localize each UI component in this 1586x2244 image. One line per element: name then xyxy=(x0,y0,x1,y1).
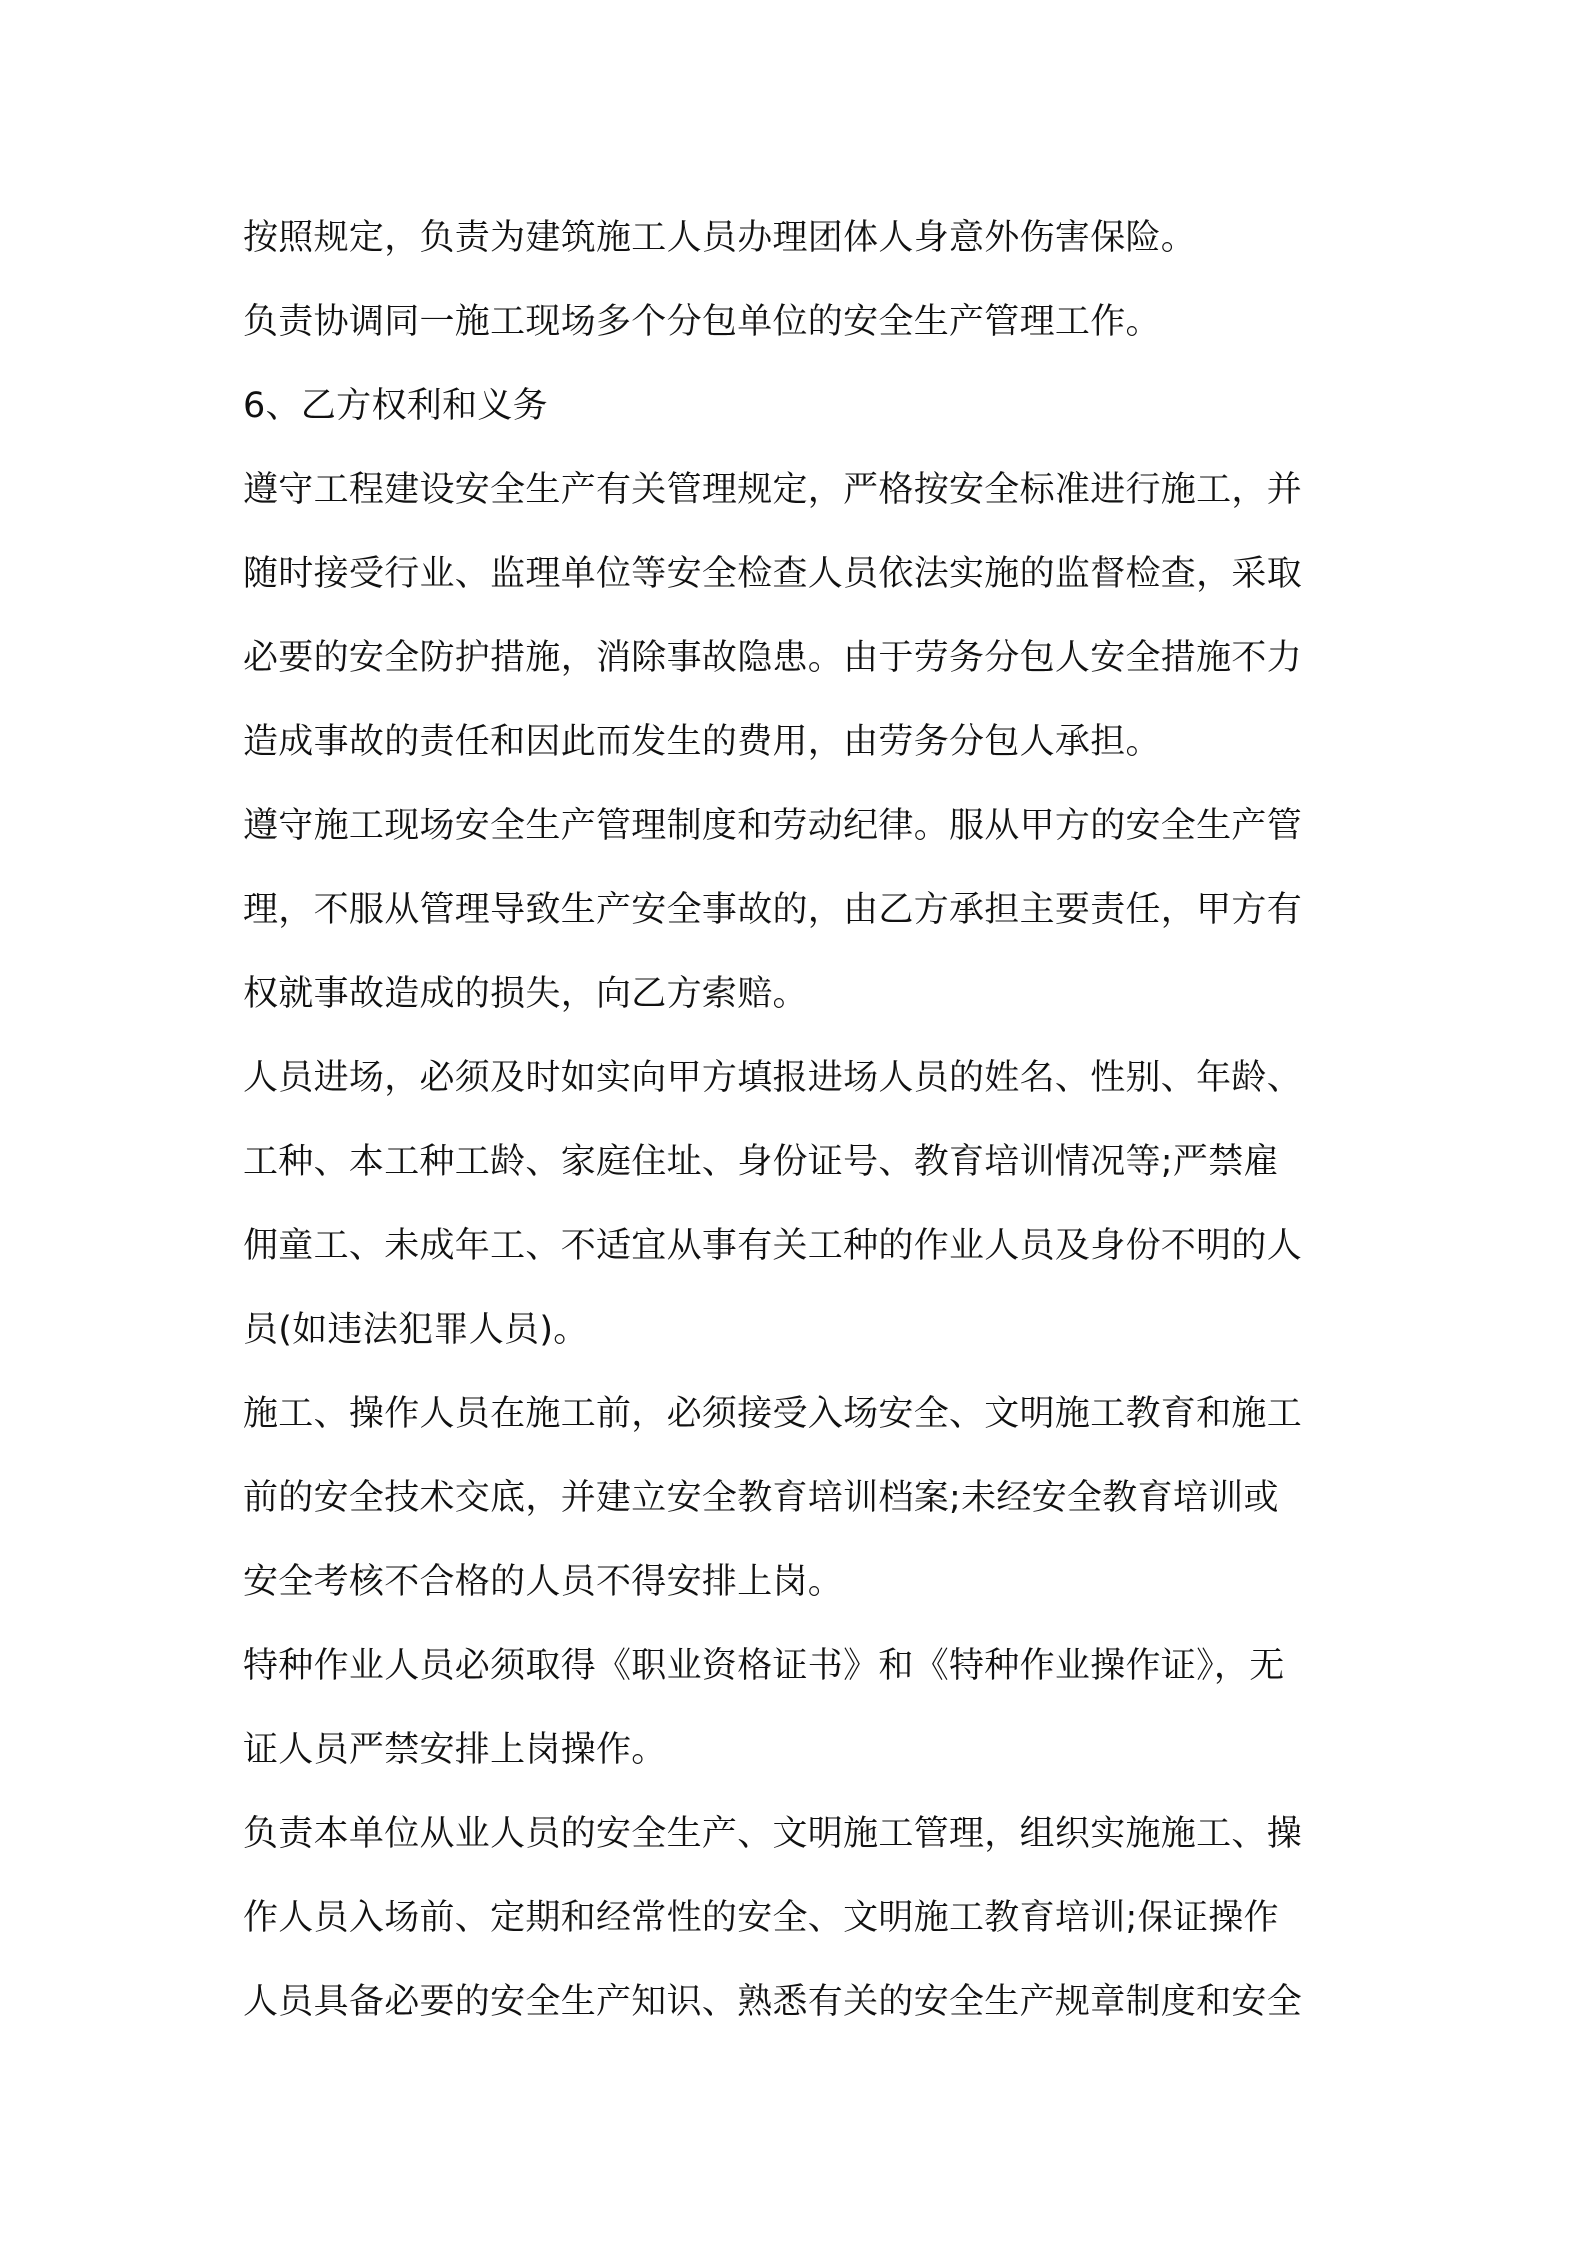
text-line: 遵守工程建设安全生产有关管理规定，严格按安全标准进行施工，并 xyxy=(243,470,1303,510)
text-line: 人员具备必要的安全生产知识、熟悉有关的安全生产规章制度和安全 xyxy=(243,1982,1303,2022)
text-line: 必要的安全防护措施，消除事故隐患。由于劳务分包人安全措施不力 xyxy=(243,638,1303,678)
text-line: 前的安全技术交底，并建立安全教育培训档案;未经安全教育培训或 xyxy=(243,1478,1279,1518)
text-line: 理，不服从管理导致生产安全事故的，由乙方承担主要责任，甲方有 xyxy=(243,890,1303,930)
text-line: 工种、本工种工龄、家庭住址、身份证号、教育培训情况等;严禁雇 xyxy=(243,1142,1279,1182)
text-line: 人员进场，必须及时如实向甲方填报进场人员的姓名、性别、年龄、 xyxy=(243,1058,1303,1098)
text-line: 随时接受行业、监理单位等安全检查人员依法实施的监督检查，采取 xyxy=(243,554,1303,594)
text-line: 权就事故造成的损失，向乙方索赔。 xyxy=(243,974,808,1014)
text-line: 施工、操作人员在施工前，必须接受入场安全、文明施工教育和施工 xyxy=(243,1394,1303,1434)
document-body xyxy=(243,196,1360,2044)
text-line: 遵守施工现场安全生产管理制度和劳动纪律。服从甲方的安全生产管 xyxy=(243,806,1303,846)
section-heading: 6、乙方权利和义务 xyxy=(243,386,548,426)
text-line: 佣童工、未成年工、不适宜从事有关工种的作业人员及身份不明的人 xyxy=(243,1226,1303,1266)
text-line: 负责协调同一施工现场多个分包单位的安全生产管理工作。 xyxy=(243,302,1161,342)
text-line: 特种作业人员必须取得《职业资格证书》和《特种作业操作证》，无 xyxy=(243,1646,1285,1686)
text-line: 安全考核不合格的人员不得安排上岗。 xyxy=(243,1562,844,1602)
text-line: 作人员入场前、定期和经常性的安全、文明施工教育培训;保证操作 xyxy=(243,1898,1279,1938)
text-line: 按照规定，负责为建筑施工人员办理团体人身意外伤害保险。 xyxy=(243,218,1197,258)
text-line: 负责本单位从业人员的安全生产、文明施工管理，组织实施施工、操 xyxy=(243,1814,1303,1854)
text-line: 造成事故的责任和因此而发生的费用，由劳务分包人承担。 xyxy=(243,722,1161,762)
text-line: 员(如违法犯罪人员)。 xyxy=(243,1310,589,1350)
text-line: 证人员严禁安排上岗操作。 xyxy=(243,1730,667,1770)
